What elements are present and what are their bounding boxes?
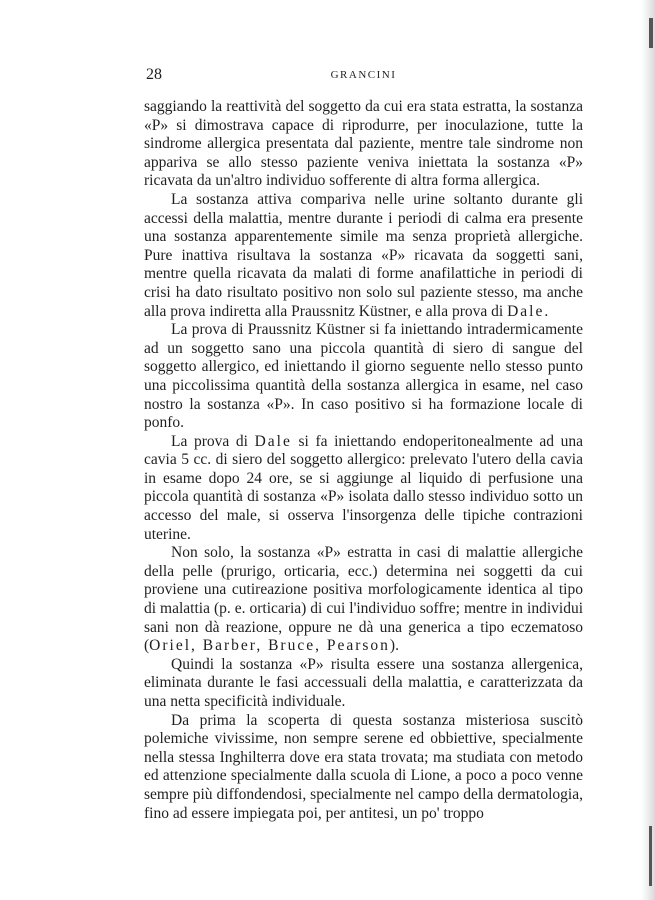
author-name: Dale — [507, 302, 545, 320]
paragraph: La prova di Praussnitz Küstner si fa iniettando intradermicamente ad un soggetto sano una piccola quantità di siero di sangue del soggetto allergico, ed iniettando il giorno seguente nello stesso punto una piccolissima quantità della sostanza allergica in esame, nel caso nostro la sostanza «P». In caso positivo si ha formazione locale di ponfo. — [144, 321, 583, 432]
author-name: Dale — [254, 432, 292, 450]
paragraph: Non solo, la sostanza «P» estratta in casi di malattie allergiche della pelle (prurigo, orticaria, ecc.) determina nei soggetti da cui proviene una cutireazione positiva morfologicamente identica al tipo di malattia (p. e. orticaria) di cui l'individuo soffre; mentre in individui sani non dà reazione, oppure ne dà una generica a tipo eczematoso (Oriel, Barber, Bruce, Pearson). — [144, 544, 583, 655]
author-names: Oriel, Barber, Bruce, Pearson — [149, 637, 390, 655]
running-head: GRANCINI — [330, 69, 397, 81]
paragraph: Da prima la scoperta di questa sostanza misteriosa suscitò polemiche vivissime, non sempre serene ed obbiettive, specialmente nella stessa Inghilterra dove era stata trovata; ma studiata con metodo ed attenzione specialmente dalla scuola di Lione, a poco a poco venne sempre più diffondendosi, specialmente nel campo della dermatologia, fino ad essere impiegata poi, per antitesi, un po' troppo — [144, 711, 583, 822]
page-edge-shadow — [641, 0, 655, 900]
page-header — [146, 66, 581, 86]
page-edge-mark — [649, 826, 652, 886]
page-number: 28 — [146, 66, 162, 83]
page-edge-mark — [649, 18, 653, 48]
paragraph: La prova di Dale si fa iniettando endoperitonealmente ad una cavia 5 cc. di siero del soggetto allergico: prelevato l'utero della cavia in esame dopo 24 ore, se si aggiunge al liquido di perfusione una piccola quantità di sostanza «P» isolata dallo stesso individuo sotto un accesso del male, si osserva l'insorgenza delle tipiche contrazioni uterine. — [144, 432, 583, 543]
paragraph: La sostanza attiva compariva nelle urine soltanto durante gli accessi della malattia, mentre durante i periodi di calma era presente una sostanza apparentemente simile ma senza proprietà allergiche. Pure inattiva risultava la sostanza «P» ricavata da soggetti sani, mentre quella ricavata da malati di forme anafilattiche in periodi di crisi ha dato risultato positivo non solo sul paziente stesso, ma anche alla prova indiretta alla Praussnitz Küstner, e alla prova di Dale. — [144, 190, 583, 320]
body-text — [144, 98, 583, 823]
paragraph: Quindi la sostanza «P» risulta essere una sostanza allergenica, eliminata durante le fasi accessuali della malattia, e caratterizzata da una netta specificità individuale. — [144, 655, 583, 710]
paragraph: saggiando la reattività del soggetto da cui era stata estratta, la sostanza «P» si dimostrava capace di riprodurre, per inoculazione, tutte la sindrome allergica presentata dal paziente, mentre tale sindrome non appariva se allo stesso paziente veniva iniettata la sostanza «P» ricavata da un'altro individuo sofferente di altra forma allergica. — [144, 98, 583, 190]
